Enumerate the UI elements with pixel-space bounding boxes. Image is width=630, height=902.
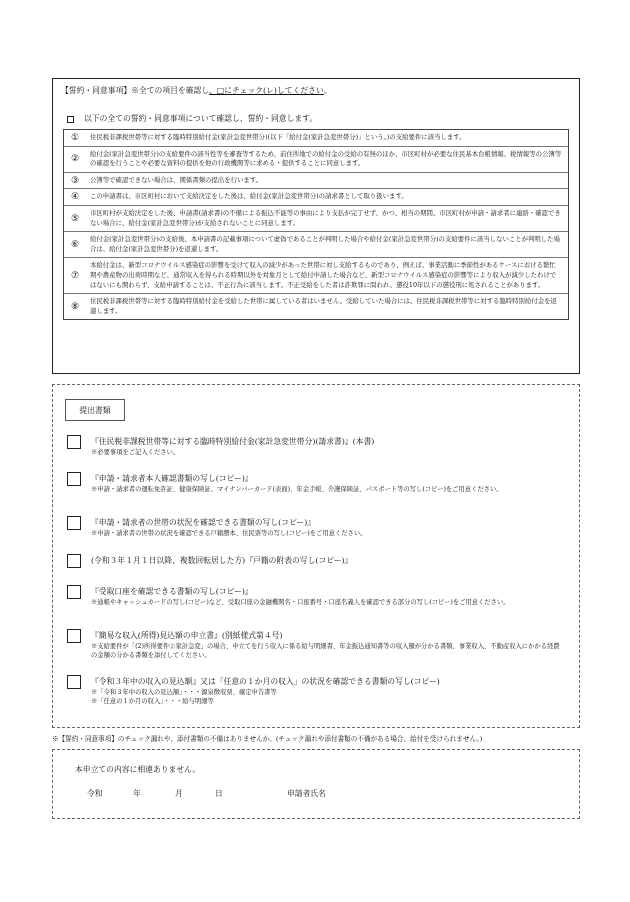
term-number: ⑤ — [70, 213, 80, 224]
document-checkbox[interactable] — [67, 585, 81, 599]
document-title: 『受取口座を確認できる書類の写し(コピー)』 — [91, 587, 253, 596]
applicant-name-label: 申請者氏名 — [287, 789, 326, 798]
term-text: 給付金(家計急変世帯分)の支給要件の該当性等を審査等するため、前住所地での給付金の受給の有無のほか、市区町村が必要な住民基本台帳情報、税情報等の公簿等の確認を行うことや必要な資料の提供を他の行政機関等に求める・提供することに同意します。 — [90, 149, 562, 168]
term-number: ⑦ — [70, 270, 80, 281]
consent-master-label: 以下の全ての誓約・同意事項について確認し、誓約・同意します。 — [84, 114, 318, 123]
term-text: 公簿等で確認できない場合は、関係書類の提出を行います。 — [90, 175, 263, 184]
term-number: ③ — [70, 175, 80, 186]
bottom-note: ※【誓約・同意事項】のチェック漏れや、添付書類の不備はありませんか。(チェック漏れや添付書類の不備がある場合、給付を受けられません。) — [52, 735, 483, 743]
document-title: 『簡易な収入(所得)見込額の申立書』(別紙様式第４号) — [91, 631, 283, 640]
year-label: 年 — [133, 789, 141, 798]
term-row — [64, 173, 568, 190]
document-note: ※通帳やキャッシュカードの写し(コピー)など、受取口座の金融機関名・口座番号・口座名義人を確認できる部分の写し(コピー)をご用意ください。 — [91, 599, 510, 606]
declaration-statement: 本申立ての内容に相違ありません。 — [75, 765, 201, 774]
declaration-section — [52, 749, 580, 819]
document-note: ※「令和３年中の収入の見込額」・・・源泉徴収票、確定申告書等 ※「任意の１か月の収入」・・・給与明細等 — [91, 689, 277, 705]
consent-header-underlined: 、□にチェック(レ)してください — [209, 86, 324, 95]
term-text: この申請書は、市区町村において支給決定をした後は、給付金(家計急変世帯分)の請求書として取り扱います。 — [90, 192, 408, 201]
term-text: 本給付金は、新型コロナウイルス感染症の影響を受けて収入の減少があった世帯に対し支給するものであり、例えば、事業活動に季節性があるケースにおける繁忙期や農産物の出荷時期など、通常収入を得られる時期以外を対象月として給付申請した場合など、新型コロナウイルス感染症の影響等により収入が減少したわけではないにも関わらず、支給申請することは、不正行為に該当します。不正受給をした者は詐欺罪に問われ、懲役10年以下の懲役刑に処されることがあります。 — [90, 261, 557, 289]
document-checkbox[interactable] — [67, 554, 81, 568]
term-row — [64, 206, 568, 232]
term-text: 市区町村が支給決定をした後、申請書(請求書)の不備による振込不能等の事由により支払が完了せず、かつ、相当の期間、市区町村が申請・請求者に連絡・確認できない場合に、給付金(家計急変世帯分)が支給されないことに同意します。 — [90, 208, 561, 227]
term-row — [64, 232, 568, 258]
document-note: ※必要事項をご記入ください。 — [91, 449, 180, 456]
document-title: 『申請・請求者の世帯の状況を確認できる書類の写し(コピー)』 — [91, 518, 316, 527]
documents-title: 提出書類 — [65, 399, 125, 421]
term-row — [64, 258, 568, 294]
day-label: 日 — [215, 789, 223, 798]
document-checkbox[interactable] — [67, 435, 81, 449]
consent-master-row[interactable] — [67, 113, 317, 124]
month-label: 月 — [175, 789, 183, 798]
document-note: ※申請・請求者の世帯の状況を確認できる戸籍謄本、住民票等の写し(コピー)をご用意ください。 — [91, 530, 367, 537]
term-row — [64, 294, 568, 319]
term-text: 給付金(家計急変世帯分)の支給後、本申請書の記載事項について虚偽であることが判明した場合や給付金(家計急変世帯分)の支給要件に該当しないことが判明した場合は、給付金(家計急変世帯分)を返還します。 — [90, 235, 560, 253]
consent-header — [61, 85, 332, 96]
documents-section — [52, 384, 580, 728]
consent-section — [52, 78, 580, 374]
consent-master-checkbox[interactable] — [67, 116, 74, 123]
document-note: ※支給要件が「(2)所得要件②家計急変」の場合、申立てを行う収入に係る給与明細書、年金振込通知書等の収入額が分かる書類、事業収入、不動産収入にかかる経費の金額の分かる書類を添付してください。 — [91, 643, 560, 659]
term-number: ① — [70, 132, 80, 143]
term-row — [64, 189, 568, 206]
document-checkbox[interactable] — [67, 675, 81, 689]
term-text: 住民税非課税世帯等に対する臨時特別給付金を受給した世帯に属している者はいません。受給していた場合には、住民税非課税世帯等に対する臨時特別給付金を返還します。 — [90, 297, 557, 315]
document-title: 『申請・請求者本人確認書類の写し(コピー)』 — [91, 474, 253, 483]
term-row — [64, 130, 568, 147]
document-note: ※申請・請求者の運転免許証、健康保険証、マイナンバーカード(表面)、年金手帳、介護保険証、パスポート等の写し(コピー)をご用意ください。 — [91, 486, 503, 493]
document-title: 『令和３年中の収入の見込額』又は「任意の１か月の収入」の状況を確認できる書類の写し(コピー) — [91, 677, 440, 686]
term-text: 住民税非課税世帯等に対する臨時特別給付金(家計急変世帯分)(以下「給付金(家計急変世帯分)」という。)の支給要件に該当します。 — [90, 133, 466, 141]
term-number: ⑧ — [70, 301, 80, 312]
term-row — [64, 147, 568, 173]
era-label: 令和 — [87, 789, 103, 798]
term-number: ⑥ — [70, 239, 80, 250]
term-number: ④ — [70, 192, 80, 203]
consent-header-prefix: 【誓約・同意事項】※全ての項目を確認し — [61, 86, 210, 95]
document-checkbox[interactable] — [67, 472, 81, 486]
terms-table — [63, 129, 569, 320]
term-number: ② — [70, 154, 80, 165]
document-checkbox[interactable] — [67, 629, 81, 643]
document-title: 『住民税非課税世帯等に対する臨時特別給付金(家計急変世帯分)(請求書)』(本書) — [91, 437, 375, 446]
document-checkbox[interactable] — [67, 516, 81, 530]
consent-header-suffix: 。 — [323, 86, 332, 95]
document-title: (令和３年１月１日以降、複数回転居した方)『戸籍の附表の写し(コピー)』 — [91, 556, 353, 565]
